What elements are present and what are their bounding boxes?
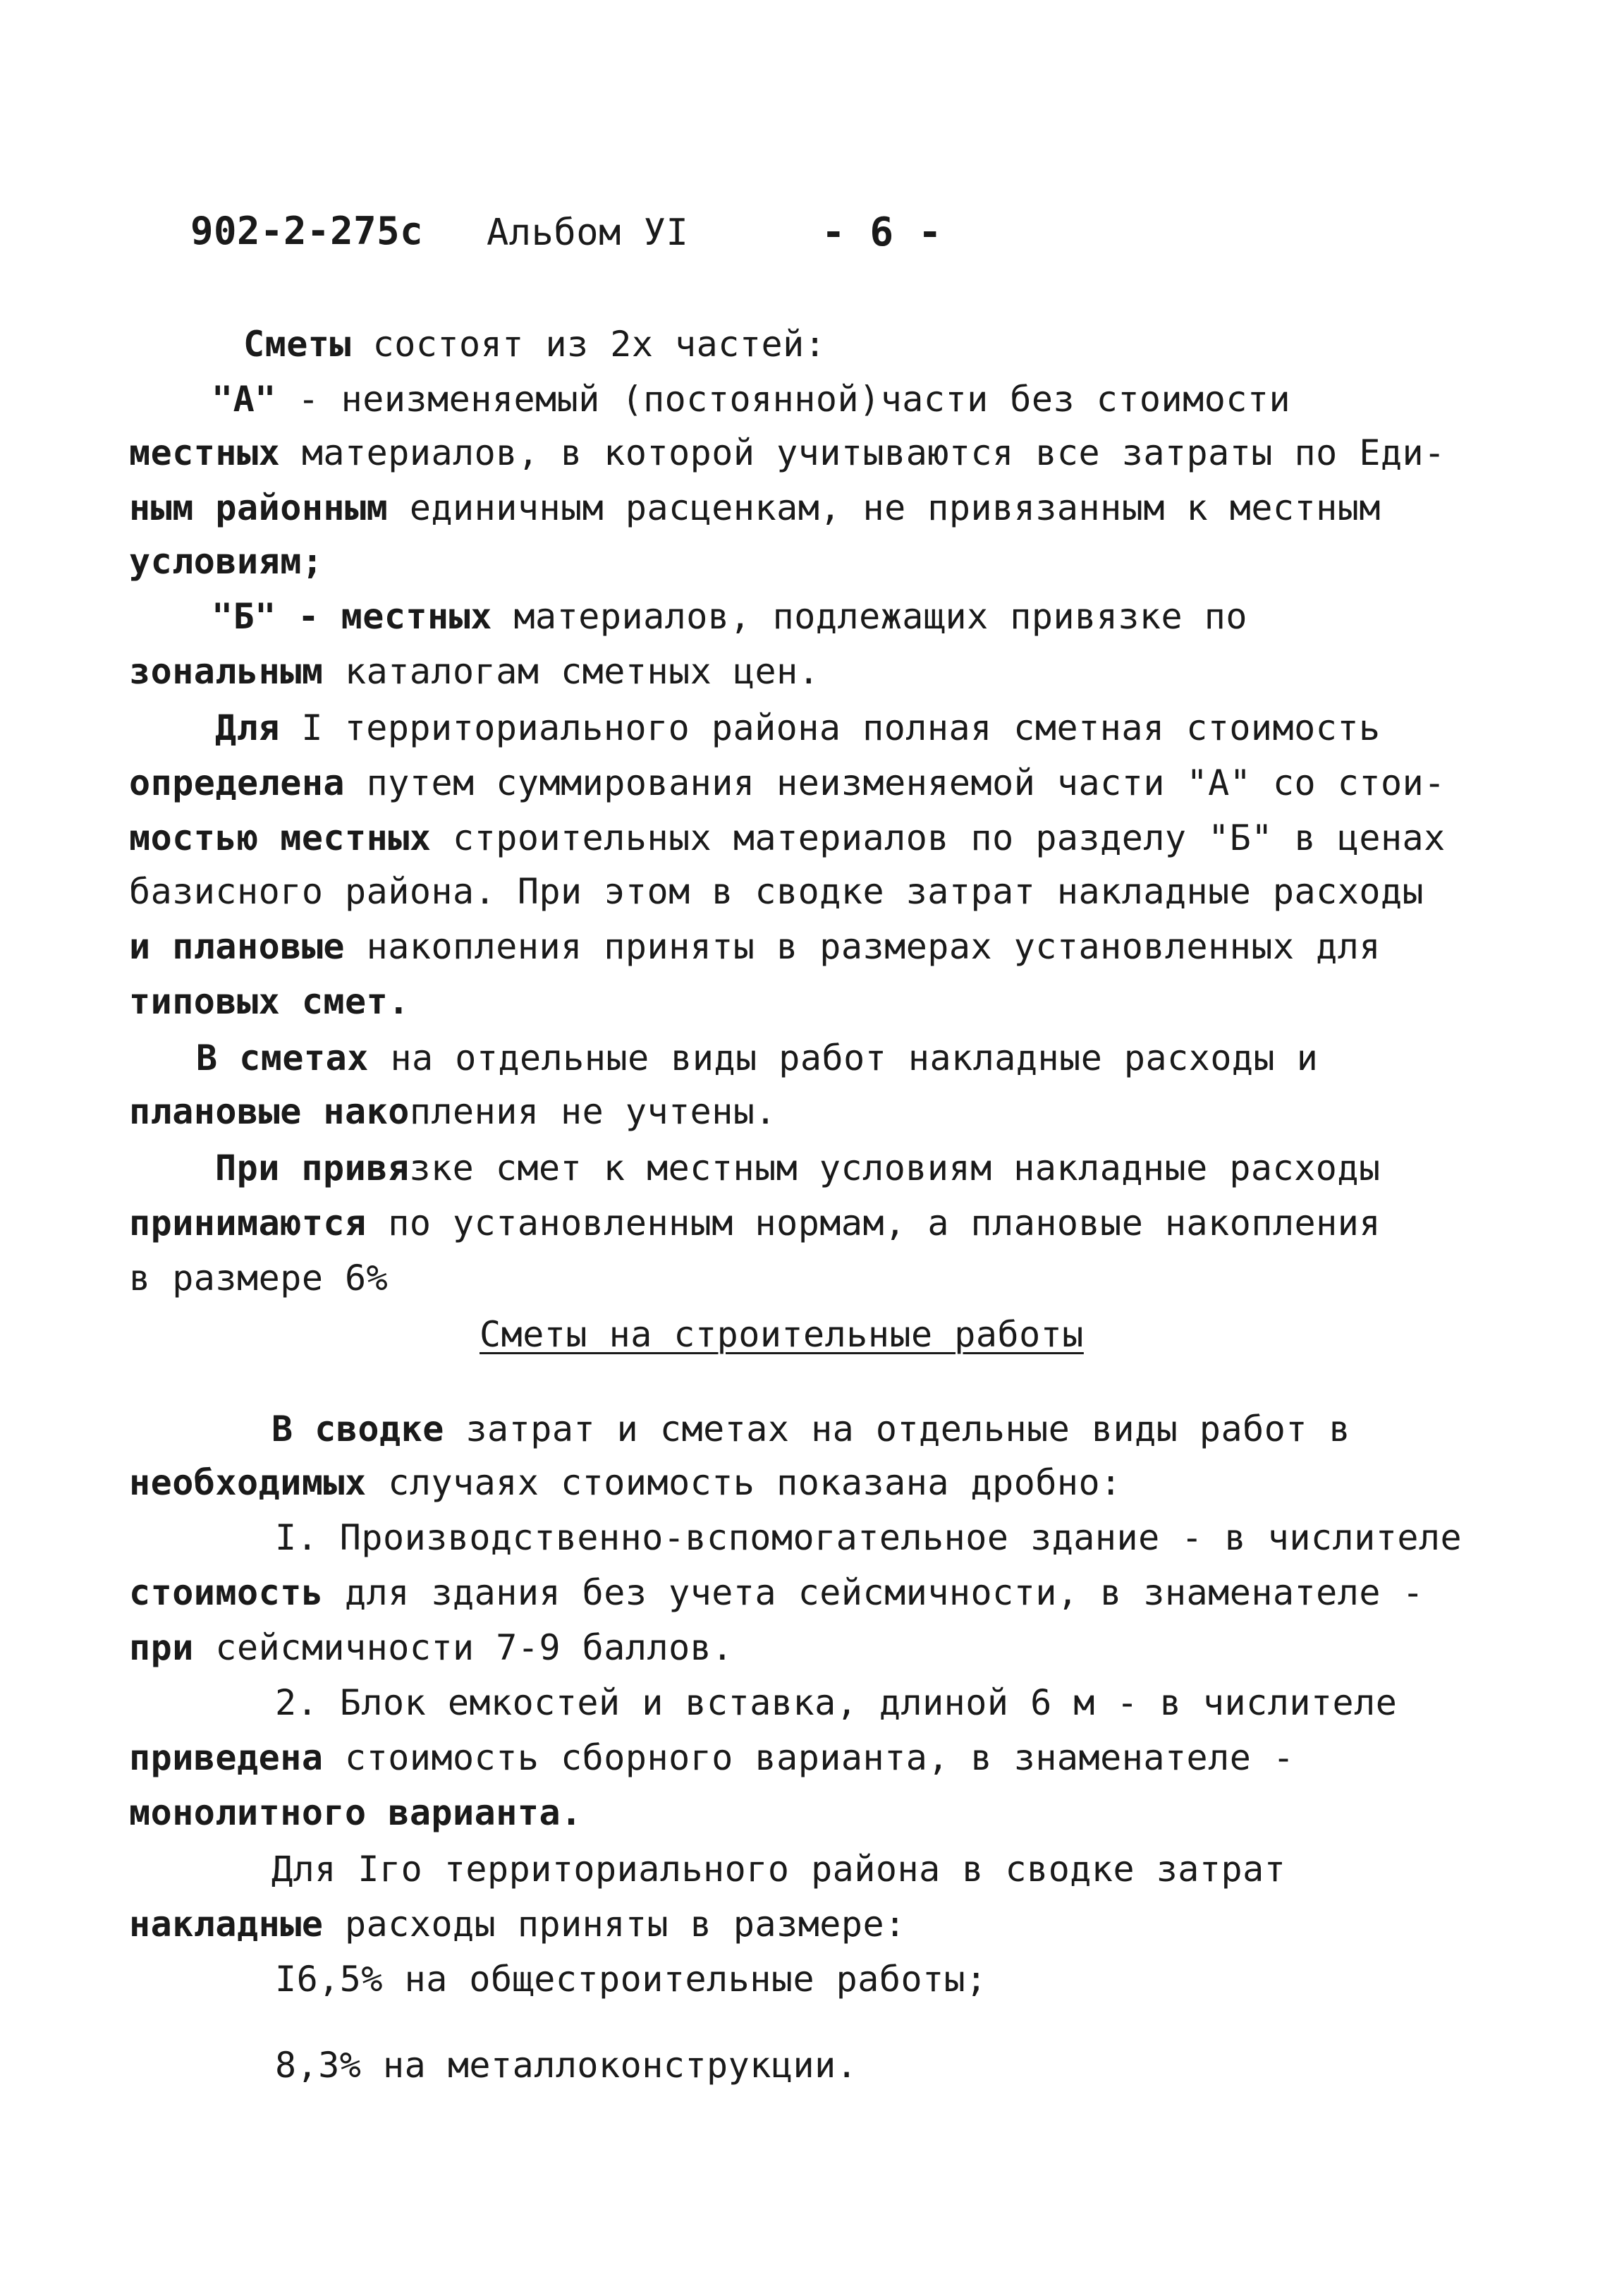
rate-general-works: I6,5% на общестроительные работы;	[275, 1959, 987, 2000]
para2-line-1-bold: В сметах	[196, 1038, 369, 1078]
intro-line-2-text: - неизменяемый (постоянной)части без стоимости	[298, 379, 1291, 420]
para4-line-2-bold: необходимых	[129, 1462, 367, 1503]
intro-line-3-bold: местных	[129, 432, 281, 473]
para1-line-3-bold: мостью местных	[129, 817, 432, 858]
para5-line-2-text: расходы приняты в размере:	[345, 1904, 906, 1945]
para2-line-1	[196, 1037, 1318, 1079]
para1-line-6-bold: типовых смет.	[129, 981, 410, 1022]
para1-line-6	[129, 980, 410, 1023]
para1-line-5-bold: и плановые	[129, 926, 346, 967]
intro-line-1	[243, 323, 826, 365]
item2-line-2	[129, 1737, 1295, 1779]
intro-line-6-text: материалов, подлежащих привязке по	[513, 596, 1247, 637]
intro-line-1-text: состоят из 2х частей:	[372, 324, 826, 365]
item1-line-2	[129, 1571, 1424, 1614]
para1-line-2	[129, 762, 1446, 804]
intro-line-2-bold: "А"	[212, 379, 276, 420]
intro-line-7	[129, 650, 819, 693]
para2-line-2	[129, 1090, 776, 1133]
page-number: - 6 -	[822, 209, 943, 255]
intro-line-3-text: материалов, в которой учитываются все затраты по Еди-	[301, 432, 1446, 473]
para3-line-3: в размере 6%	[129, 1258, 389, 1299]
item1-line-2-bold: стоимость	[129, 1572, 324, 1613]
intro-line-6-bold: "Б" - местных	[212, 596, 492, 637]
intro-line-7-bold: зональным	[129, 651, 324, 692]
intro-line-1-bold: Сметы	[243, 324, 352, 365]
item2-line-1: 2. Блок емкостей и вставка, длиной 6 м - в числителе	[275, 1682, 1398, 1723]
para1-line-1-text: I территориального района полная сметная стоимость	[301, 707, 1381, 748]
para4-line-2-text: случаях стоимость показана дробно:	[388, 1462, 1122, 1503]
para3-line-1-text: зке смет к местным условиям накладные расходы	[409, 1148, 1381, 1188]
item2-line-2-text: стоимость сборного варианта, в знаменателе -	[345, 1737, 1295, 1778]
para5-line-2	[129, 1903, 906, 1945]
para1-line-3-text: строительных материалов по разделу "Б" в ценах	[453, 817, 1446, 858]
item2-line-3: монолитного варианта.	[129, 1792, 582, 1833]
para3-line-2	[129, 1202, 1381, 1244]
para1-line-4: базисного района. При этом в сводке затрат накладные расходы	[129, 871, 1424, 912]
para3-line-1-bold: При привя	[215, 1148, 410, 1188]
document-code: 902-2-275с	[190, 209, 424, 253]
para1-line-5-text: накопления приняты в размерах установленных для	[366, 926, 1381, 967]
para1-line-2-text: путем суммирования неизменяемой части "А" со стои-	[366, 762, 1446, 803]
para1-line-5	[129, 925, 1381, 968]
item1-line-2-text: для здания без учета сейсмичности, в знаменателе -	[345, 1572, 1424, 1613]
intro-line-5-bold: условиям;	[129, 541, 324, 582]
para3-line-2-bold: принимаются	[129, 1203, 367, 1244]
para1-line-3	[129, 817, 1446, 859]
item2-line-2-bold: приведена	[129, 1737, 324, 1778]
para4-line-1-text: затрат и сметах на отдельные виды работ в	[465, 1409, 1351, 1449]
para1-line-1	[215, 707, 1381, 749]
intro-line-6	[212, 595, 1247, 638]
intro-line-4	[129, 487, 1381, 529]
para5-line-1: Для Iго территориального района в сводке затрат	[271, 1849, 1286, 1890]
rate-metal-structures: 8,3% на металлоконструкции.	[275, 2045, 858, 2086]
item1-line-1: I. Производственно-вспомогательное здание - в числителе	[275, 1517, 1463, 1558]
item1-line-3-bold: при	[129, 1627, 194, 1668]
intro-line-4-text: единичным расценкам, не привязанным к местным	[409, 487, 1381, 528]
para4-line-1-bold: В сводке	[271, 1409, 444, 1449]
item1-line-3-text: сейсмичности 7-9 баллов.	[215, 1627, 733, 1668]
intro-line-4-bold: ным районным	[129, 487, 389, 528]
para3-line-2-text: по установленным нормам, а плановые накопления	[388, 1203, 1381, 1244]
para2-line-1-text: на отдельные виды работ накладные расходы и	[390, 1038, 1319, 1078]
section-heading: Сметы на строительные работы	[480, 1314, 1084, 1355]
para2-line-2-bold: плановые нако	[129, 1091, 410, 1132]
para2-line-2-text: пления не учтены.	[409, 1091, 777, 1132]
intro-line-2	[212, 378, 1290, 420]
item1-line-3	[129, 1627, 733, 1669]
intro-line-3	[129, 432, 1446, 474]
album-label: Альбом УІ	[487, 212, 689, 254]
para1-line-1-bold: Для	[215, 707, 280, 748]
para3-line-1	[215, 1147, 1381, 1189]
para1-line-2-bold: определена	[129, 762, 346, 803]
para4-line-2	[129, 1461, 1122, 1504]
para4-line-1	[271, 1408, 1350, 1450]
intro-line-7-text: каталогам сметных цен.	[345, 651, 820, 692]
intro-line-5	[129, 540, 323, 583]
para5-line-2-bold: накладные	[129, 1904, 324, 1945]
